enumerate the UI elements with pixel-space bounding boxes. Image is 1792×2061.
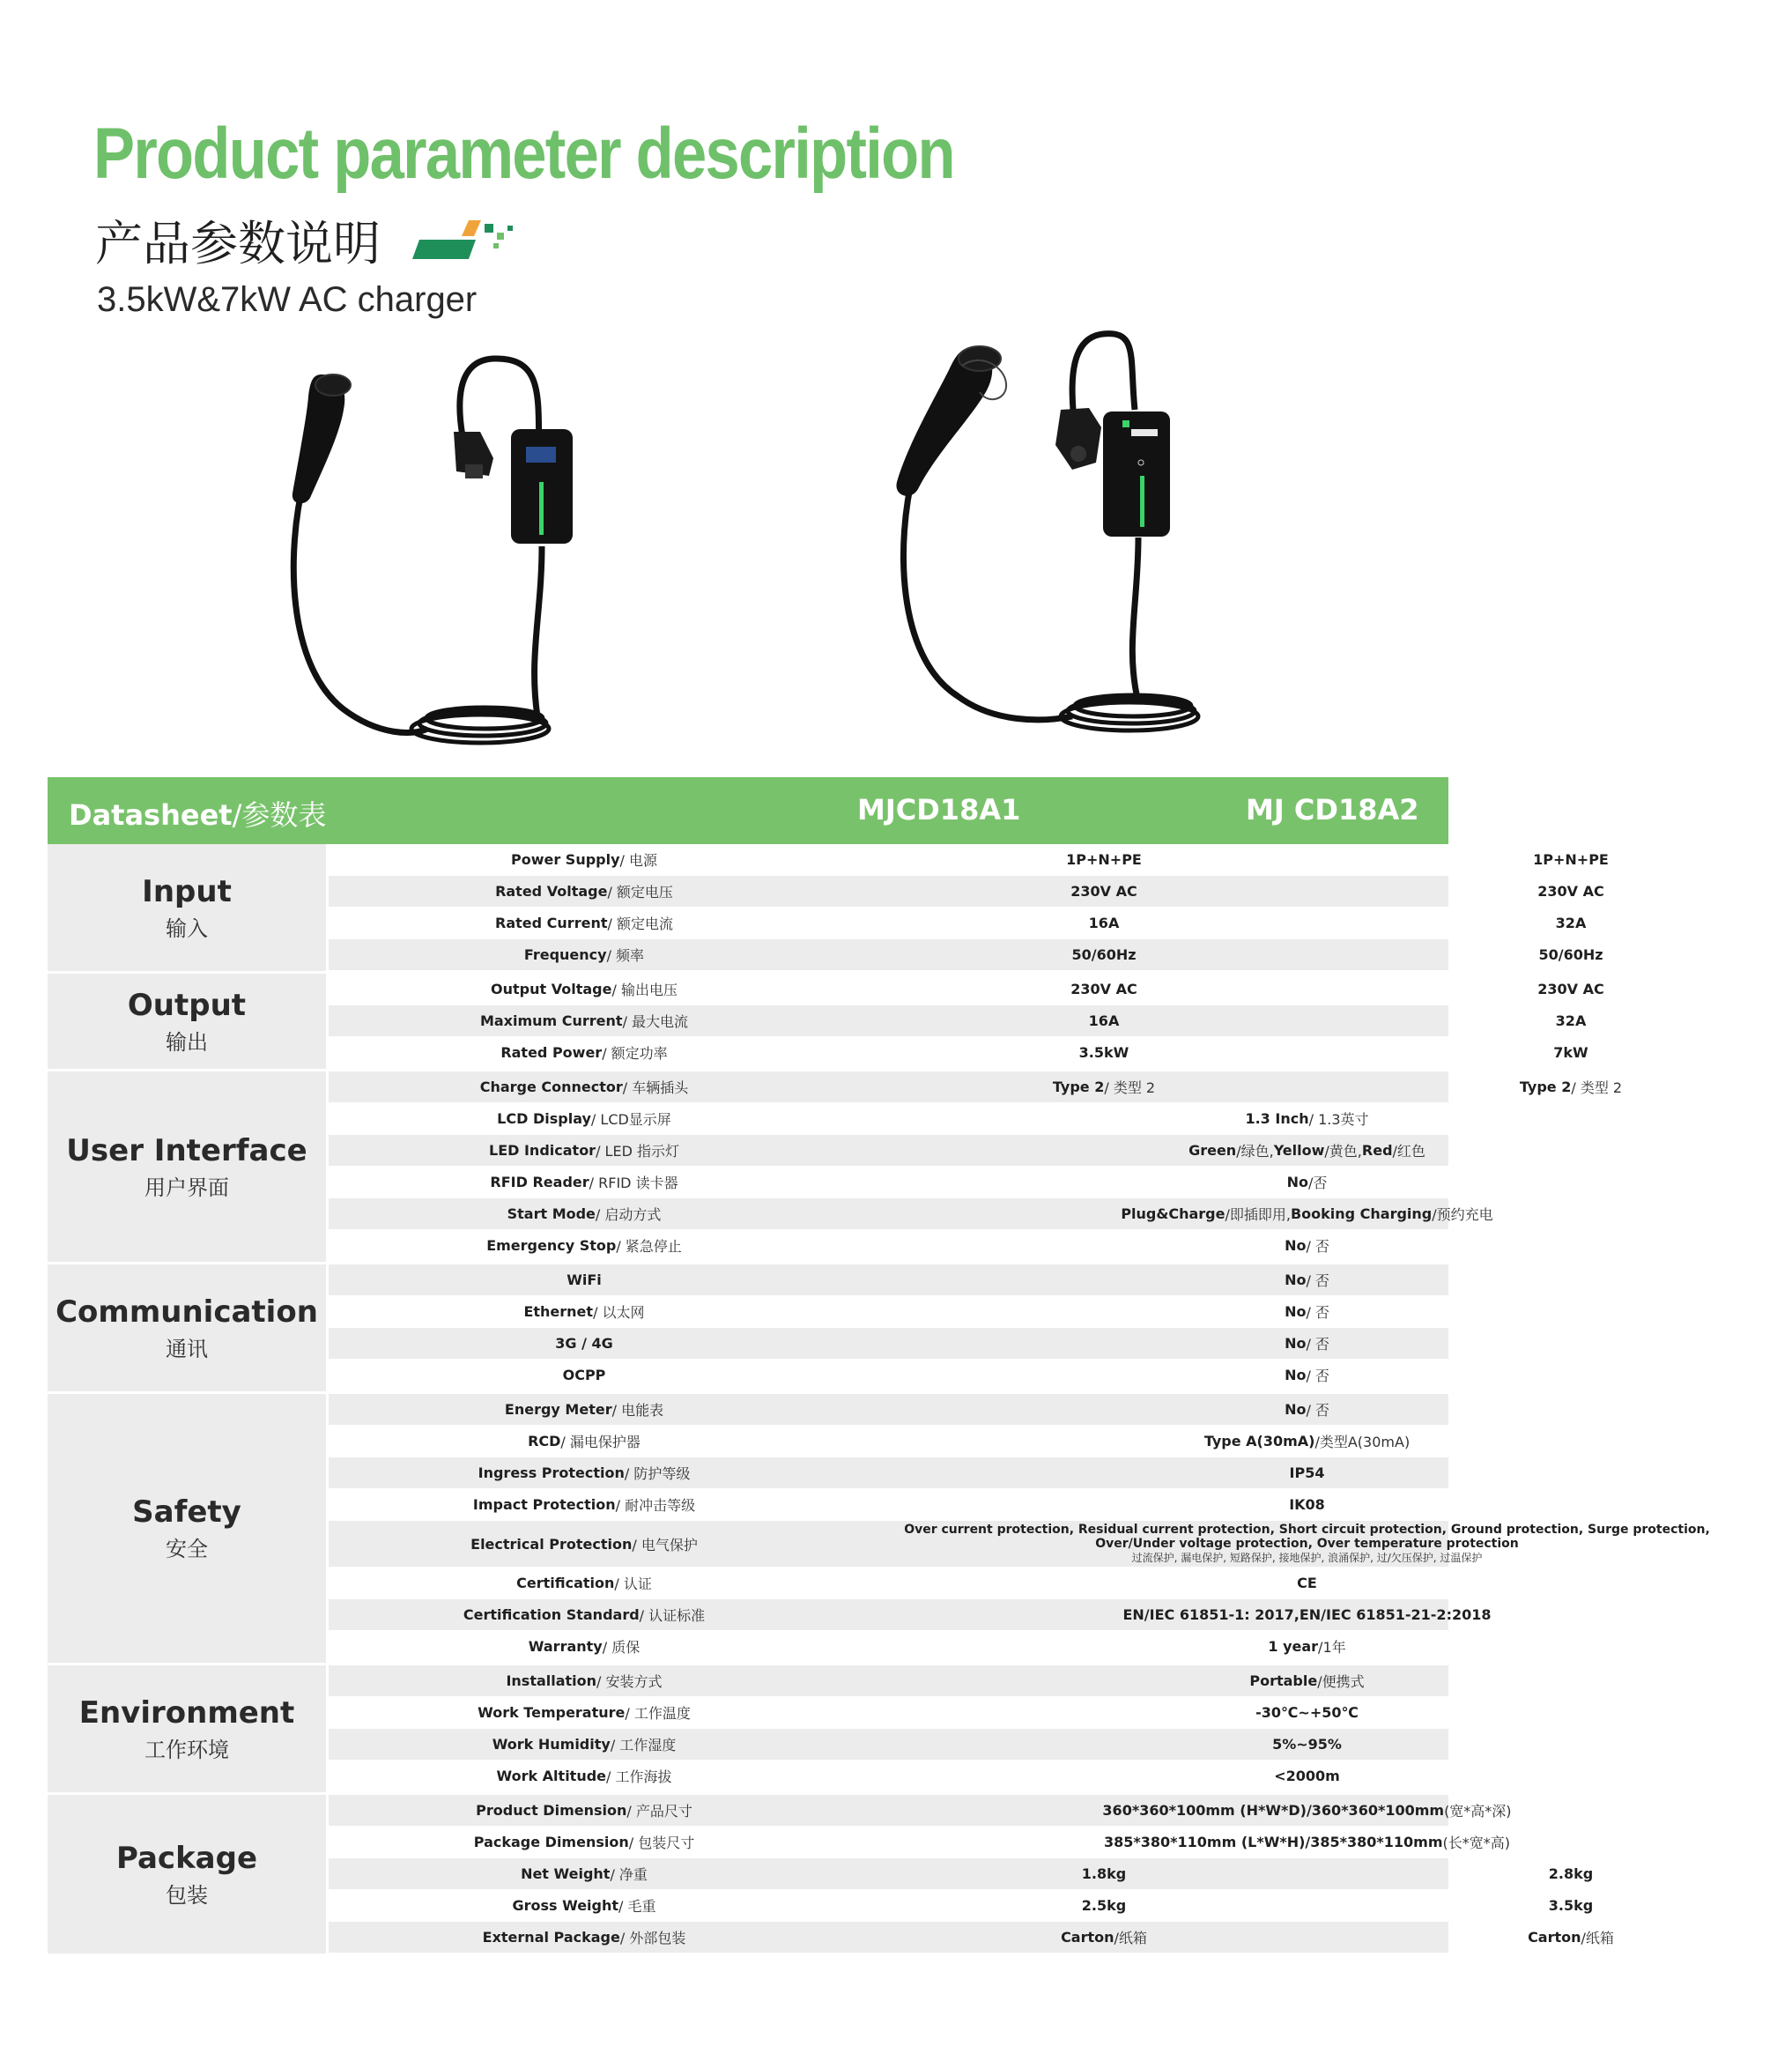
- group-output: [48, 974, 1604, 1071]
- category-name-cn: 安全: [166, 1537, 208, 1561]
- parameter-value: Over current protection, Residual current protection, Short circuit protection, Ground protection, Surge protection, Over/Under voltage protection, Over temperature protection 过流保护, 漏电保护, 短路保护, 接地保护, 浪涌保护, 过/欠压保护, 过温保护: [904, 1523, 1710, 1564]
- group-input: [48, 844, 1609, 974]
- parameter-name: Charge Connector / 车辆插头: [479, 1079, 689, 1096]
- parameter-value: 1 year /1年: [1268, 1638, 1346, 1656]
- model-2-value: Type 2 / 类型 2: [1519, 1079, 1623, 1096]
- table-row: [329, 1697, 1448, 1729]
- category-name: Safety: [132, 1494, 241, 1530]
- parameter-value: EN/IEC 61851-1: 2017,EN/IEC 61851-21-2:2018: [1122, 1606, 1492, 1623]
- parameter-name: Rated Power / 额定功率: [500, 1044, 668, 1062]
- parameter-name: LED Indicator / LED 指示灯: [489, 1142, 679, 1160]
- parameter-name: Product Dimension / 产品尺寸: [476, 1802, 692, 1820]
- parameter-name: Electrical Protection / 电气保护: [470, 1535, 698, 1553]
- parameter-name: Work Humidity / 工作湿度: [492, 1736, 677, 1753]
- category-label: [48, 1394, 326, 1663]
- category-name: User Interface: [66, 1132, 307, 1168]
- parameter-name: WiFi: [566, 1271, 602, 1288]
- table-row: [329, 1198, 1493, 1230]
- table-row: [329, 1230, 1448, 1262]
- category-name: Input: [142, 873, 232, 909]
- group-safety: [48, 1394, 1710, 1665]
- table-row: [329, 1795, 1512, 1827]
- model-1-value: 230V AC: [1070, 883, 1137, 900]
- datasheet-body: [48, 844, 1710, 1956]
- table-row: [329, 1761, 1448, 1792]
- parameter-name: RFID Reader / RFID 读卡器: [490, 1174, 678, 1191]
- model-2-value: 50/60Hz: [1538, 946, 1603, 963]
- group-communication: [48, 1264, 1448, 1394]
- table-row: [329, 974, 1604, 1005]
- category-name: Package: [115, 1840, 258, 1876]
- parameter-value: No / 否: [1285, 1237, 1329, 1255]
- parameter-name: Start Mode / 启动方式: [507, 1205, 662, 1223]
- table-row: [329, 1264, 1448, 1296]
- model-2-value: 32A: [1555, 915, 1587, 931]
- category-name: Communication: [56, 1294, 318, 1330]
- model-2-value: 3.5kg: [1548, 1897, 1594, 1914]
- parameter-value: CE: [1297, 1575, 1317, 1591]
- parameter-name: Maximum Current / 最大电流: [479, 1012, 689, 1030]
- product-image-mjcd18a2: [874, 322, 1226, 745]
- table-row: [329, 1328, 1448, 1360]
- group-user-interface: [48, 1071, 1623, 1264]
- model-1-value: 1.8kg: [1081, 1865, 1127, 1882]
- datasheet-title: Datasheet/参数表: [69, 798, 327, 832]
- parameter-name: Installation / 安装方式: [506, 1672, 663, 1690]
- parameter-name: Energy Meter / 电能表: [504, 1401, 664, 1419]
- group-package: [48, 1795, 1614, 1956]
- parameter-name: Emergency Stop / 紧急停止: [486, 1237, 682, 1255]
- category-name: Environment: [78, 1694, 295, 1731]
- table-row: [329, 1729, 1448, 1761]
- category-name-cn: 工作环境: [144, 1737, 229, 1762]
- category-label: [48, 844, 326, 971]
- parameter-name: LCD Display / LCD显示屏: [497, 1110, 671, 1128]
- table-row: [329, 908, 1587, 939]
- table-row: [329, 1135, 1448, 1167]
- parameter-value: Portable /便携式: [1249, 1672, 1365, 1690]
- parameter-name: RCD / 漏电保护器: [528, 1433, 641, 1450]
- parameter-name: Ethernet / 以太网: [523, 1303, 645, 1321]
- parameter-value: Plug&Charge /即插即用, Booking Charging /预约充电: [1121, 1205, 1493, 1223]
- parameter-value: 385*380*110mm (L*W*H)/385*380*110mm (长*宽*高): [1103, 1834, 1511, 1851]
- table-row: [329, 1489, 1448, 1521]
- table-row: [329, 1890, 1594, 1922]
- table-row: [329, 844, 1609, 876]
- table-row: [329, 1426, 1448, 1457]
- brand-logo-icon: [407, 220, 522, 264]
- table-row: [329, 1167, 1448, 1198]
- parameter-value: 1.3 Inch / 1.3英寸: [1245, 1110, 1369, 1128]
- model-2-value: 2.8kg: [1548, 1865, 1594, 1882]
- parameter-value: IP54: [1289, 1464, 1325, 1481]
- parameter-value: Green /绿色, Yellow /黄色, Red /红色: [1188, 1142, 1425, 1160]
- table-row: [329, 1827, 1511, 1858]
- datasheet-header: [48, 777, 1448, 844]
- model-1-value: Carton /纸箱: [1061, 1929, 1147, 1946]
- parameter-name: Warranty / 质保: [528, 1638, 641, 1656]
- parameter-value: -30℃~+50℃: [1255, 1704, 1359, 1721]
- parameter-name: Gross Weight / 毛重: [512, 1897, 656, 1915]
- page-title: Product parameter description: [93, 114, 954, 194]
- table-row: [329, 1296, 1448, 1328]
- parameter-name: Work Temperature / 工作温度: [478, 1704, 691, 1722]
- model-1-value: 16A: [1088, 915, 1120, 931]
- model-1-value: 1P+N+PE: [1066, 851, 1142, 868]
- category-name-cn: 输入: [166, 916, 208, 941]
- parameter-value: No / 否: [1285, 1303, 1329, 1321]
- table-row: [329, 1858, 1594, 1890]
- table-row: [329, 939, 1603, 971]
- parameter-name: Frequency / 频率: [523, 946, 645, 964]
- parameter-name: Output Voltage / 输出电压: [491, 981, 678, 998]
- model-2-header: MJ CD18A2: [1246, 793, 1419, 827]
- model-2-value: 230V AC: [1537, 981, 1604, 997]
- model-1-header: MJCD18A1: [857, 793, 1021, 827]
- table-row: [329, 1665, 1448, 1697]
- table-row: [329, 1360, 1448, 1391]
- category-name-cn: 用户界面: [144, 1175, 229, 1200]
- model-2-value: Carton /纸箱: [1528, 1929, 1614, 1946]
- parameter-name: Impact Protection / 耐冲击等级: [472, 1496, 696, 1514]
- parameter-name: Net Weight / 净重: [521, 1865, 648, 1883]
- category-name-cn: 包装: [166, 1882, 208, 1908]
- parameter-value: No / 否: [1285, 1401, 1329, 1419]
- group-environment: [48, 1665, 1448, 1795]
- parameter-name: Rated Voltage / 额定电压: [495, 883, 673, 901]
- table-row: [329, 1103, 1448, 1135]
- category-name-cn: 输出: [166, 1029, 208, 1055]
- model-2-value: 1P+N+PE: [1533, 851, 1609, 868]
- table-row: [329, 1005, 1587, 1037]
- product-image-mjcd18a1: [273, 348, 608, 762]
- model-1-value: 230V AC: [1070, 981, 1137, 997]
- parameter-name: Certification Standard / 认证标准: [463, 1606, 706, 1624]
- model-2-value: 230V AC: [1537, 883, 1604, 900]
- parameter-value: 360*360*100mm (H*W*D)/360*360*100mm (宽*高*深): [1102, 1802, 1512, 1820]
- model-1-value: Type 2 / 类型 2: [1052, 1079, 1156, 1096]
- parameter-value: <2000m: [1274, 1768, 1340, 1784]
- category-label: [48, 1264, 326, 1391]
- parameter-name: External Package / 外部包装: [482, 1929, 686, 1946]
- parameter-value: No / 否: [1285, 1335, 1329, 1353]
- parameter-value: No / 否: [1285, 1367, 1329, 1384]
- parameter-name: Work Altitude / 工作海拔: [496, 1768, 672, 1785]
- parameter-value: Type A(30mA) /类型A(30mA): [1203, 1433, 1411, 1450]
- model-1-value: 2.5kg: [1081, 1897, 1127, 1914]
- category-name: Output: [127, 987, 247, 1023]
- datasheet-table: [48, 777, 1710, 1956]
- category-name-cn: 通讯: [166, 1336, 208, 1361]
- category-label: [48, 1795, 326, 1954]
- table-row: [329, 1521, 1710, 1568]
- table-row: [329, 1631, 1448, 1663]
- model-1-value: 3.5kW: [1078, 1044, 1129, 1061]
- model-2-value: 32A: [1555, 1012, 1587, 1029]
- parameter-value: 5%~95%: [1272, 1736, 1342, 1753]
- parameter-value: IK08: [1289, 1496, 1325, 1513]
- model-2-value: 7kW: [1553, 1044, 1588, 1061]
- parameter-name: Certification / 认证: [516, 1575, 652, 1592]
- table-row: [329, 876, 1604, 908]
- parameter-name: Power Supply / 电源: [510, 851, 658, 869]
- parameter-name: OCPP: [562, 1367, 606, 1383]
- table-row: [329, 1599, 1492, 1631]
- page-subtitle: 3.5kW&7kW AC charger: [97, 280, 478, 319]
- parameter-value: No /否: [1286, 1174, 1328, 1191]
- table-row: [329, 1457, 1448, 1489]
- category-label: [48, 974, 326, 1069]
- page-title-cn: 产品参数说明: [95, 216, 381, 271]
- parameter-name: 3G / 4G: [555, 1335, 613, 1352]
- table-row: [329, 1071, 1623, 1103]
- category-label: [48, 1665, 326, 1792]
- table-row: [329, 1922, 1614, 1954]
- table-row: [329, 1037, 1588, 1069]
- parameter-value: No / 否: [1285, 1271, 1329, 1289]
- model-1-value: 50/60Hz: [1071, 946, 1137, 963]
- model-1-value: 16A: [1088, 1012, 1120, 1029]
- parameter-name: Ingress Protection / 防护等级: [478, 1464, 691, 1482]
- parameter-name: Rated Current / 额定电流: [495, 915, 673, 932]
- parameter-name: Package Dimension / 包装尺寸: [473, 1834, 695, 1851]
- table-row: [329, 1568, 1448, 1599]
- category-label: [48, 1071, 326, 1262]
- table-row: [329, 1394, 1448, 1426]
